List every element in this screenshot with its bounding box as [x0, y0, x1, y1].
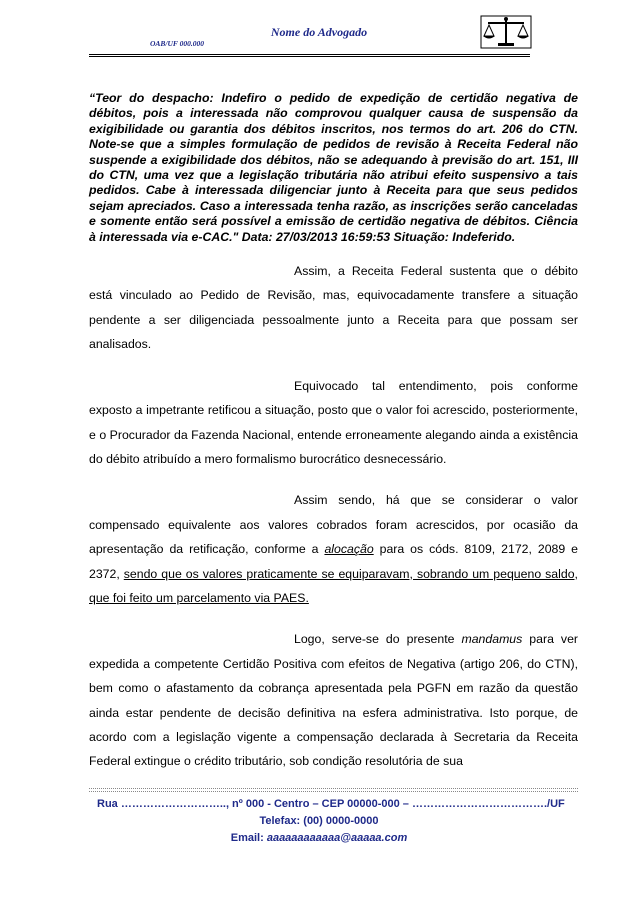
paragraph-1: Assim, a Receita Federal sustenta que o débito está vinculado ao Pedido de Revisão, mas, equivocadamente transfere a situação pendente a ser diligenciada pessoalmente junto a Receita para que possam ser analisados.	[89, 264, 578, 352]
footer-phone: Telefax: (00) 0000-0000	[259, 815, 379, 827]
paragraph-3-underlined: sendo que os valores praticamente se equiparavam, sobrando um pequeno saldo, que foi feito um parcelamento via PAES.	[89, 566, 578, 605]
paragraph-3	[89, 488, 578, 610]
paragraph-2: Equivocado tal entendimento, pois conforme exposto a impetrante retificou a situação, posto que o valor foi acrescido, posteriormente, e o Procurador da Fazenda Nacional, entende erroneamente alegando ainda a existência do débito atribuído a mero formalismo burocrático desnecessário.	[89, 378, 578, 466]
paragraph-3-text-b: para os códs. 8109, 2172, 2089 e 2372,	[89, 542, 578, 581]
paragraph-4-italic: mandamus	[461, 632, 523, 647]
alocacao-link[interactable]: alocação	[324, 542, 374, 557]
footer-address: Rua ……………………….., nº 000 - Centro – CEP 00000-000 – ………………………………./UF	[97, 798, 565, 810]
footer-email-line	[0, 832, 638, 844]
document-body	[89, 91, 578, 774]
footer-email[interactable]: aaaaaaaaaaaa@aaaaa.com	[266, 832, 408, 844]
header-rule	[89, 54, 530, 57]
oab-number: OAB/UF 000.000	[150, 39, 205, 48]
scales-of-justice-icon	[480, 14, 532, 50]
paragraph-4-text-b: para ver expedida a competente Certidão Positiva com efeitos de Negativa (artigo 206, do CTN), bem como o afastamento da cobrança apresentada pela PGFN em razão da questão ainda estar pendente de decisão definitiva na esfera administrativa. Isto porque, de acordo com a legislação vigente a compensação declarada à Secretaria da Receita Federal extingue o crédito tributário, sob condição resolutória de sua	[89, 632, 579, 769]
footer-rule	[89, 788, 578, 789]
paragraph-4	[89, 627, 578, 773]
lawyer-name: Nome do Advogado	[270, 25, 368, 39]
footer-email-label: Email:	[230, 832, 267, 844]
footer-rule-2	[89, 791, 578, 792]
dispatch-quote: “Teor do despacho: Indefiro o pedido de expedição de certidão negativa de débitos, pois a interessada não comprovou qualquer causa de suspensão da exigibilidade ou garantia dos débitos inscritos, nos termos do art. 206 do CTN. Note-se que a simples formulação de pedidos de revisão à Receita Federal não suspende a exigibilidade dos débitos, não se adequando à previsão do art. 151, III do CTN, uma vez que a legislação tributária não atribui efeito suspensivo a tais pedidos. Cabe à interessada diligenciar junto à Receita para que seus pedidos sejam apreciados. Caso a interessada tenha razão, as inscrições serão canceladas e somente então será possível a emissão de certidão negativa de débitos. Ciência à interessada via e-CAC." Data: 27/03/2013 16:59:53 Situação: Indeferido.	[89, 91, 578, 244]
paragraph-4-text-a: Logo, serve-se do presente	[294, 632, 462, 647]
paragraph-3-text-a: Assim sendo, há que se considerar o valor compensado equivalente aos valores cobrados foram acrescidos, por ocasião da apresentação da retificação, conforme a	[89, 493, 578, 557]
